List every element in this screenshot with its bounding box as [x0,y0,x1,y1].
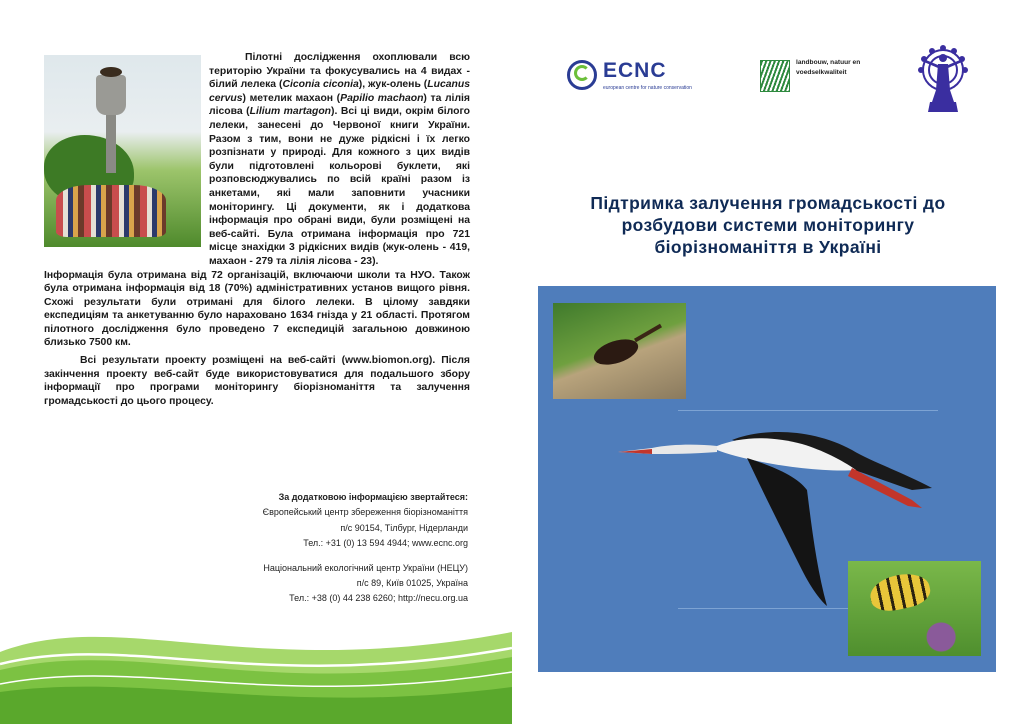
contact-org1-address: п/с 90154, Тілбург, Нідерланди [340,522,468,533]
swallowtail-butterfly-photo [848,561,981,656]
species-swallowtail: Papilio machaon [340,92,424,104]
contact-block [200,490,468,607]
stag-beetle-photo [553,303,686,399]
species-stork: Ciconia ciconia [282,79,359,91]
ecnc-logo-tagline: european centre for nature conservation [603,85,692,91]
contact-heading: За додатковою інформацією звертайтеся: [278,492,468,502]
ecnc-logo-name: ECNC [603,59,667,82]
contact-org2-name: Національний екологічний центр України (НЕЦУ) [263,562,468,573]
beetle-mandible [634,324,662,342]
contact-org1-phone: Тел.: +31 (0) 13 594 4944; www.ecnc.org [303,538,468,549]
necu-figure-logo-icon [916,40,970,116]
lnv-stripes-icon [760,60,790,92]
contact-org2-phone: Тел.: +38 (0) 44 238 6260; http://necu.org.ua [289,593,468,604]
contact-org1-name: Європейський центр збереження біорізноманіття [262,507,468,518]
ecnc-e-mark-icon [574,65,590,81]
lnv-logo [760,56,880,96]
paragraph-1: Пілотні дослідження охоплювали всю територію України та фокусувались на 4 видах - білий лелека (Ciconia ciconia), жук-олень (Lucanus cervus) метелик махаон (Papilio machaon) та лілія лісова (Lilium martagon). Всі ці види, окрім білого лелеки, занесені до Червоної книги України. Разом з тим, вони не дуже рідкісні і їх легко розпізнати у природі. Для кожного з цих видів були підготовлені кольорові буклети, які розповсюджувались по всій країні разом із анкетами, які мали заповнити учасники моніторингу. Ці документи, як і додаткова інформація про обрані види, були розміщені на веб-сайті. Була отримана інформація про 721 місце знахідки 3 рідкісних видів (жук-олень - 419, махаон - 279 та лілія лісова - 23). [209,52,470,267]
ecnc-logo [563,55,719,97]
green-wave-decoration [0,612,512,724]
paragraph-1-continued: Інформація була отримана від 72 організацій, включаючи школи та НУО. Також була отримана інформація від 18 (70%) адміністративних установ вищого рівня. Схожі результати були отримані для білого лелеки. В цілому завдяки експедиціям та анкетуванню було нараховано 1634 гнізда у 21 області. Протягом пілотного дослідження було проведено 7 експедицій загальною довжиною близько 7500 км. [44,269,470,349]
paragraph-2: Всі результати проекту розміщені на веб-сайті (www.biomon.org). Після закінчення проекту веб-сайт буде використовуватися для подальшого збору інформації про програми моніторингу біорізноманіття та залучення громадськості до цього процесу. [44,355,470,407]
species-stag-beetle: Lucanus cervus [209,79,470,104]
species-lily: Lilium martagon [249,106,332,118]
contact-org2-address: п/с 89, Київ 01025, Україна [356,578,468,589]
lnv-logo-text: landbouw, natuur en voedselkwaliteit [796,59,861,76]
brochure-title: Підтримка залучення громадськості до розбудови системи моніторингу біорізноманіття в Україні [590,193,946,257]
main-text [44,51,470,408]
butterfly-wing [867,569,933,615]
